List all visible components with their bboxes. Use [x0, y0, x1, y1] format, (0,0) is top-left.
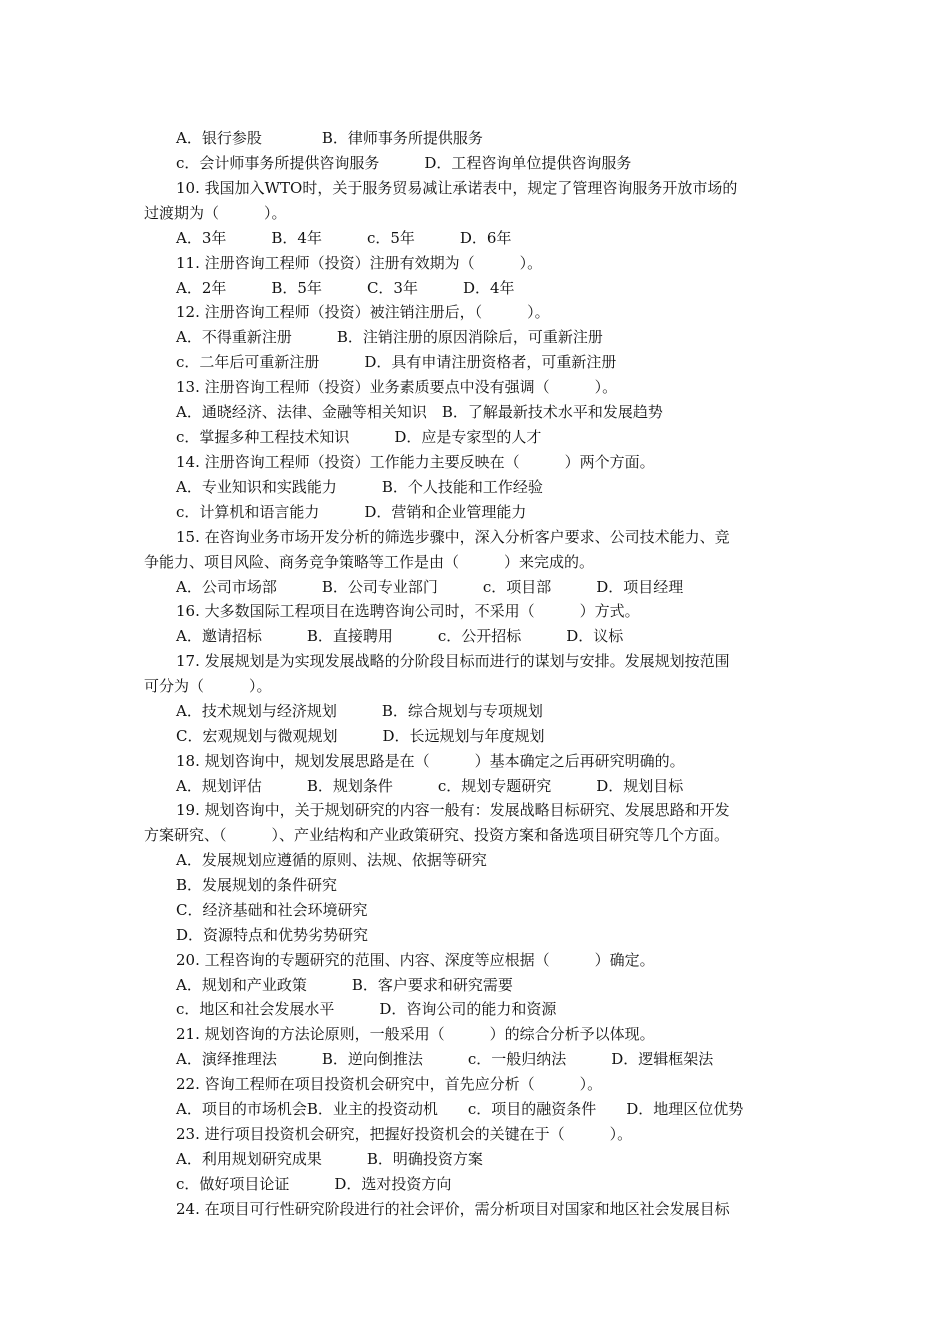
question-line: 16. 大多数国际工程项目在选聘咨询公司时，不采用（ ）方式。: [176, 602, 640, 620]
option-line: A．通晓经济、法律、金融等相关知识 B．了解最新技术水平和发展趋势: [176, 403, 663, 421]
question-line: 13. 注册咨询工程师（投资）业务素质要点中没有强调（ ）。: [176, 378, 618, 396]
option-line: A．银行参股 B．律师事务所提供服务: [176, 129, 483, 147]
option-line: B．发展规划的条件研究: [176, 876, 338, 894]
option-line: D．资源特点和优势劣势研究: [176, 926, 369, 944]
option-line: C．宏观规划与微观规划 D．长远规划与年度规划: [176, 727, 545, 745]
question-line: 17. 发展规划是为实现发展战略的分阶段目标而进行的谋划与安排。发展规划按范围: [176, 652, 730, 670]
question-line: 15. 在咨询业务市场开发分析的筛选步骤中，深入分析客户要求、公司技术能力、竞: [176, 528, 730, 546]
option-line: A．规划和产业政策 B．客户要求和研究需要: [176, 976, 513, 994]
option-line: c．二年后可重新注册 D．具有申请注册资格者，可重新注册: [176, 353, 617, 371]
question-continuation: 争能力、项目风险、商务竞争策略等工作是由（ ）来完成的。: [144, 553, 595, 571]
option-line: A．演绎推理法 B．逆向倒推法 c．一般归纳法 D．逻辑框架法: [176, 1050, 714, 1068]
question-line: 10. 我国加入WTO时，关于服务贸易减让承诺表中，规定了管理咨询服务开放市场的: [176, 179, 738, 197]
question-line: 23. 进行项目投资机会研究，把握好投资机会的关键在于（ ）。: [176, 1125, 633, 1143]
question-continuation: 过渡期为（ ）。: [144, 204, 287, 222]
option-line: A．项目的市场机会B．业主的投资动机 c．项目的融资条件 D．地理区位优势: [176, 1100, 744, 1118]
question-line: 20. 工程咨询的专题研究的范围、内容、深度等应根据（ ）确定。: [176, 951, 655, 969]
option-line: A．技术规划与经济规划 B．综合规划与专项规划: [176, 702, 543, 720]
option-line: C．经济基础和社会环境研究: [176, 901, 368, 919]
option-line: A．2年 B．5年 C．3年 D．4年: [176, 279, 515, 297]
option-line: A．3年 B．4年 c．5年 D．6年: [176, 229, 512, 247]
option-line: A．专业知识和实践能力 B．个人技能和工作经验: [176, 478, 543, 496]
question-continuation: 方案研究、（ ）、产业结构和产业政策研究、投资方案和备选项目研究等几个方面。: [144, 826, 730, 844]
question-line: 19. 规划咨询中，关于规划研究的内容一般有：发展战略目标研究、发展思路和开发: [176, 801, 730, 819]
option-line: c．地区和社会发展水平 D．咨询公司的能力和资源: [176, 1000, 557, 1018]
option-line: A．不得重新注册 B．注销注册的原因消除后，可重新注册: [176, 328, 603, 346]
option-line: c．做好项目论证 D．选对投资方向: [176, 1175, 452, 1193]
option-line: A．邀请招标 B．直接聘用 c．公开招标 D．议标: [176, 627, 624, 645]
option-line: A．发展规划应遵循的原则、法规、依据等研究: [176, 851, 487, 869]
question-line: 21. 规划咨询的方法论原则，一般采用（ ）的综合分析予以体现。: [176, 1025, 655, 1043]
option-line: c．计算机和语言能力 D．营销和企业管理能力: [176, 503, 527, 521]
option-line: A．利用规划研究成果 B．明确投资方案: [176, 1150, 483, 1168]
question-line: 22. 咨询工程师在项目投资机会研究中，首先应分析（ ）。: [176, 1075, 603, 1093]
question-line: 18. 规划咨询中，规划发展思路是在（ ）基本确定之后再研究明确的。: [176, 752, 685, 770]
question-line: 12. 注册咨询工程师（投资）被注销注册后，（ ）。: [176, 303, 550, 321]
question-continuation: 可分为（ ）。: [144, 677, 272, 695]
option-line: c．会计师事务所提供咨询服务 D．工程咨询单位提供咨询服务: [176, 154, 632, 172]
option-line: A．规划评估 B．规划条件 c．规划专题研究 D．规划目标: [176, 777, 684, 795]
option-line: A．公司市场部 B．公司专业部门 c．项目部 D．项目经理: [176, 578, 684, 596]
question-line: 14. 注册咨询工程师（投资）工作能力主要反映在（ ）两个方面。: [176, 453, 655, 471]
question-line: 11. 注册咨询工程师（投资）注册有效期为（ ）。: [176, 254, 543, 272]
question-line: 24. 在项目可行性研究阶段进行的社会评价，需分析项目对国家和地区社会发展目标: [176, 1200, 730, 1218]
option-line: c．掌握多种工程技术知识 D．应是专家型的人才: [176, 428, 542, 446]
